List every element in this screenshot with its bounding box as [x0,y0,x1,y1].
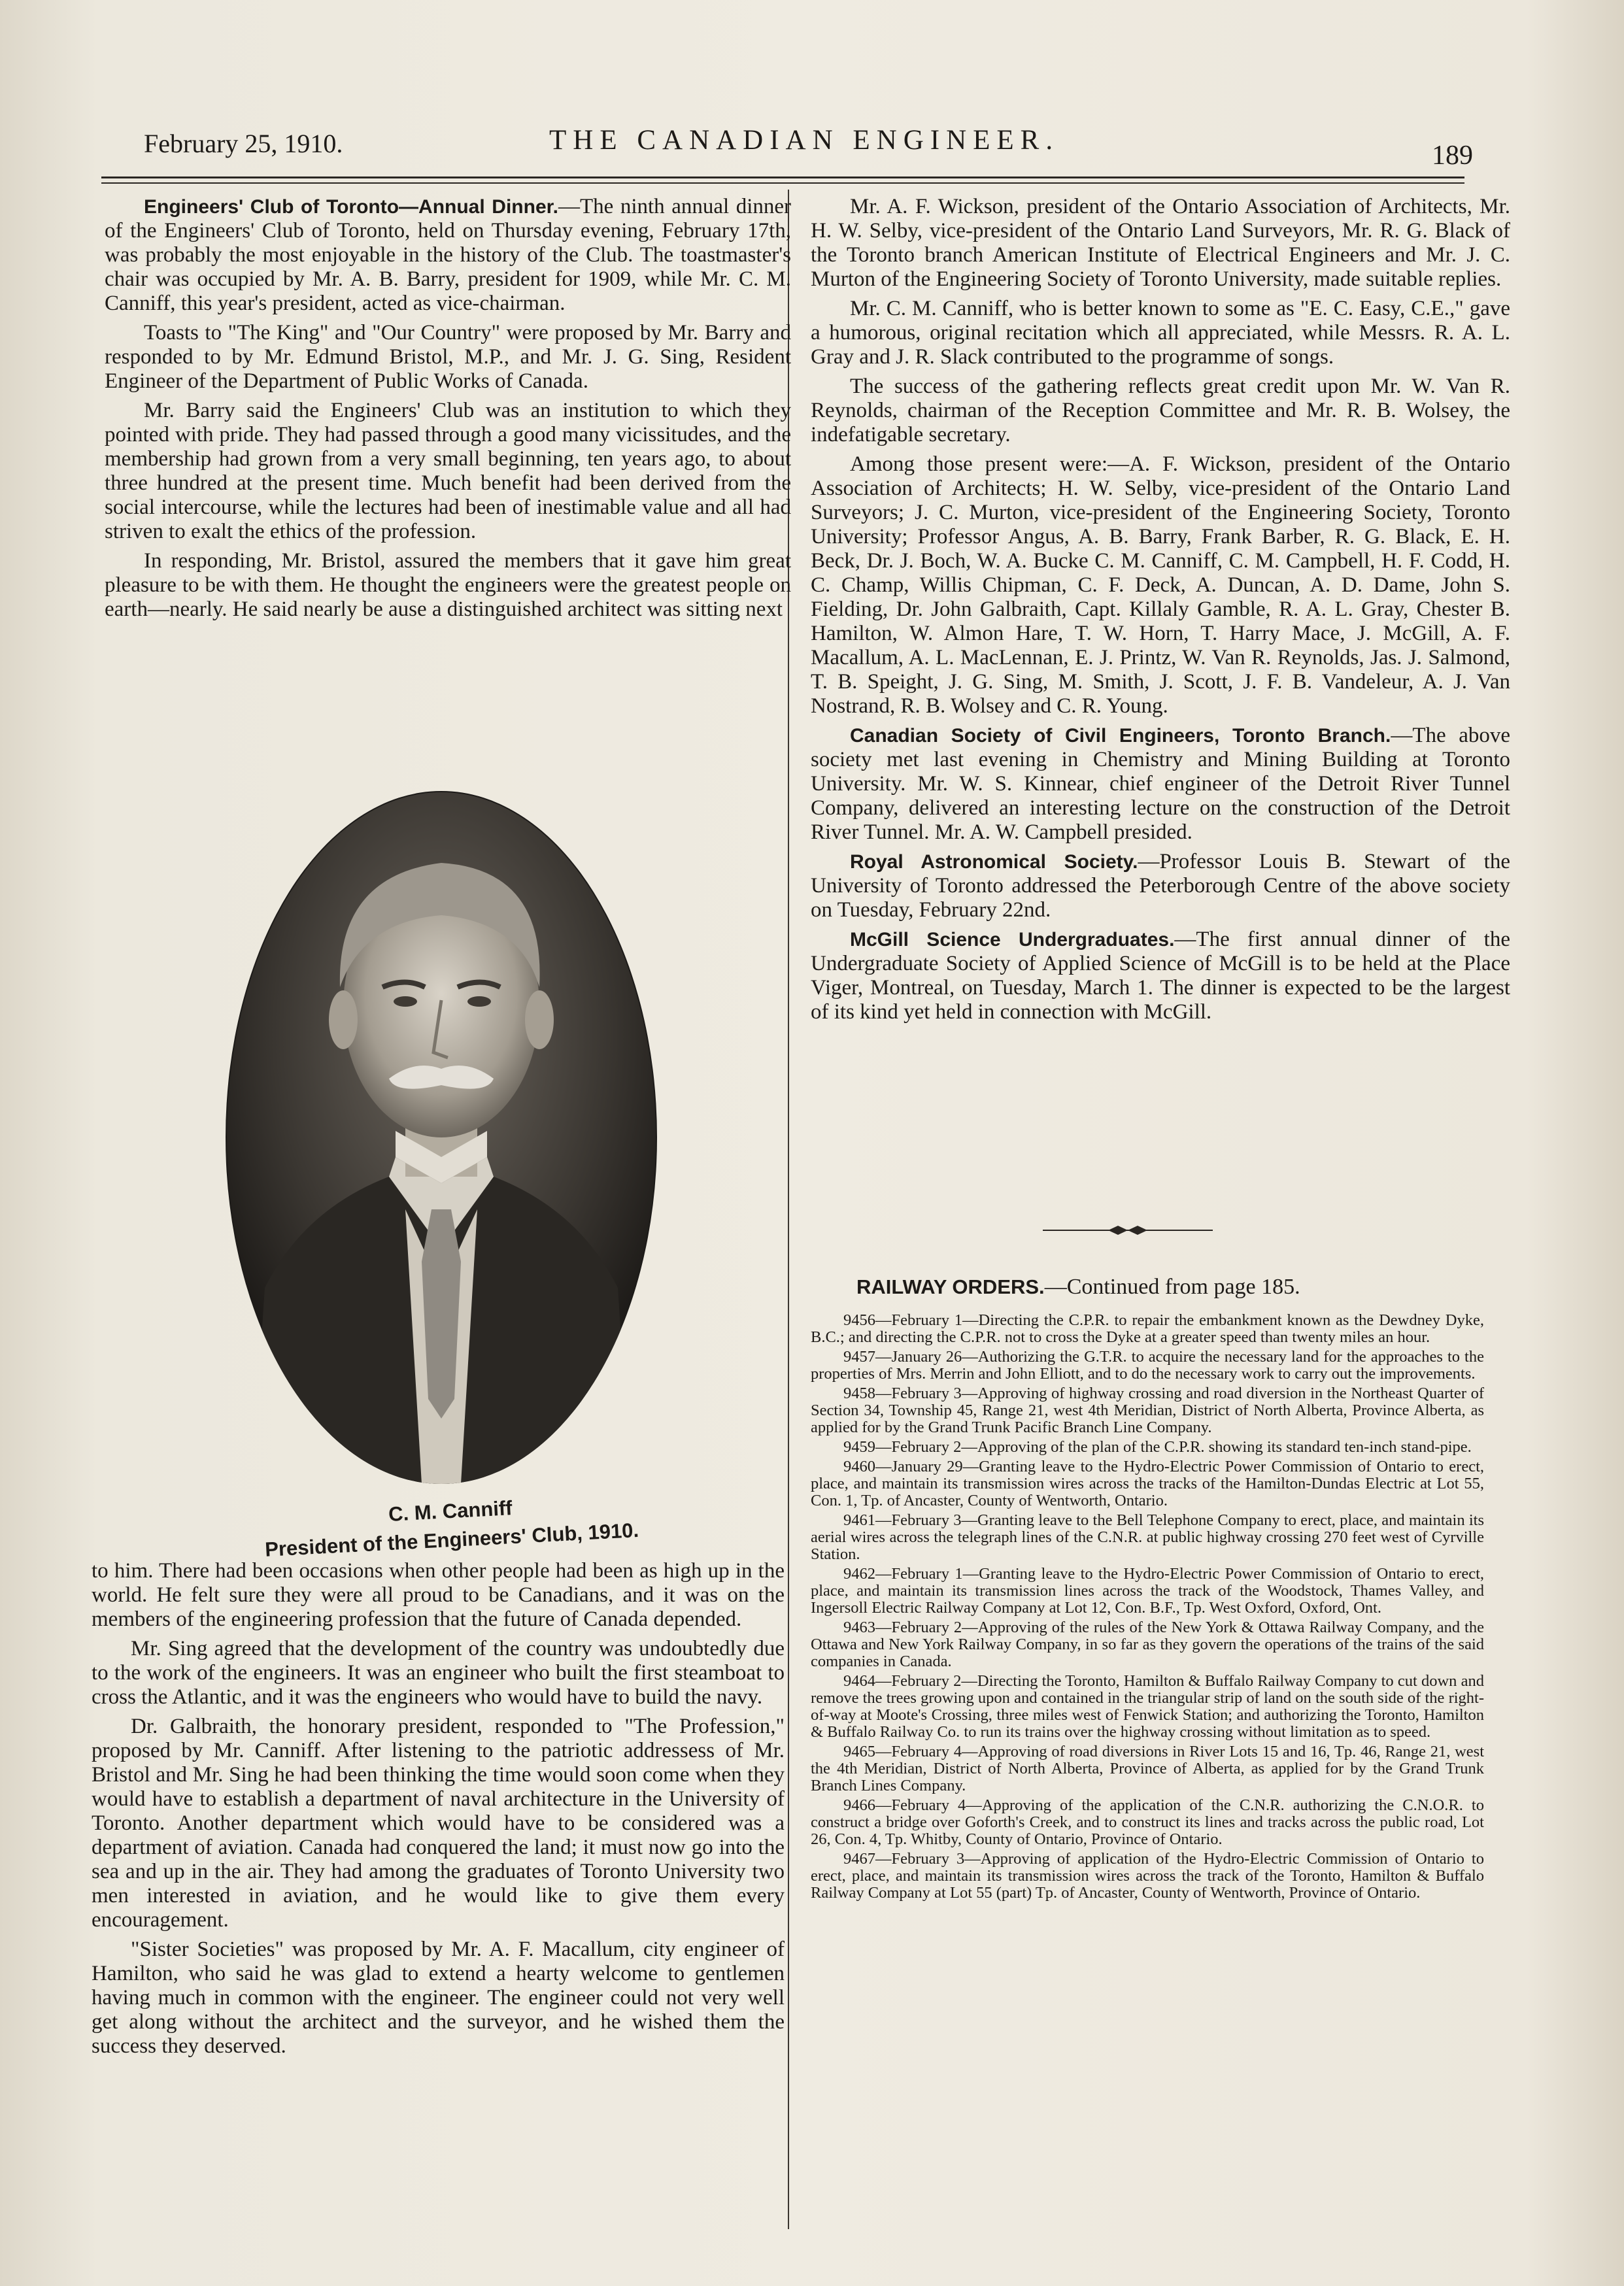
railway-orders [811,1271,1484,1902]
railway-heading: RAILWAY ORDERS. [856,1275,1045,1298]
order-item: 9460—January 29—Granting leave to the Hydro-Electric Power Commission of Ontario to erect, place, and maintain its transmission wires across the tracks of the Hamilton-Dundas Electric at Lot 55, Con. 1, Tp. of Ancaster, County of Wentworth, Ontario. [811,1458,1484,1509]
ras-text: —Professor Louis B. Stewart of the University of Toronto addressed the Peterborough Centre of the above society on Tuesday, February 22nd. [811,850,1510,922]
ras-heading: Royal Astronomical Society. [850,851,1138,873]
dinner-heading: Engineers' Club of Toronto—Annual Dinner. [144,196,559,218]
order-item: 9465—February 4—Approving of road diversions in River Lots 15 and 16, Tp. 46, Range 21, west the 4th Meridian, District of North Alberta, Province of Alberta, as applied for by the Grand Trunk Branch Lines Company. [811,1743,1484,1794]
sister-societies-paragraph: "Sister Societies" was proposed by Mr. A. F. Macallum, city engineer of Hamilton, who said he was glad to extend a hearty welcome to gentlemen having much in common with the engineer. The engineer could not very well get along without the architect and the surveyor, and he wished them the success they deserved. [92,1938,785,2058]
page-number: 189 [1432,141,1473,171]
caption-name: C. M. Canniff [388,1496,513,1526]
order-item: 9461—February 3—Granting leave to the Bell Telephone Company to erect, place, and maintain its aerial wires across the telegraph lines of the C.N.R. at public highway crossing 270 feet west of Cyrville Station. [811,1511,1484,1563]
left-column-top [105,195,791,622]
header-rule-thin [101,182,1464,184]
bristol-paragraph: In responding, Mr. Bristol, assured the members that it gave him great pleasure to be with them. He thought the engineers were the greatest people on earth—nearly. He said nearly be ause a distinguished architect was sitting next [105,549,791,621]
railway-continued: —Continued from page 185. [1044,1275,1300,1299]
recitation-paragraph: Mr. C. M. Canniff, who is better known to some as "E. C. Easy, C.E.," gave a humorous, original recitation which all appreciated, while Messrs. R. A. L. Gray and J. R. Slack contributed to the programme of songs. [811,297,1510,369]
portrait-photo [226,791,657,1490]
portrait-caption [195,1484,707,1568]
attendees-paragraph: Among those present were:—A. F. Wickson, president of the Ontario Association of Architects; H. W. Selby, vice-president of the Ontario Land Surveyors; J. C. Murton, vice-president of the Engineering Society, Toronto University; Professor Angus, A. B. Barry, Frank Barber, R. G. Black, E. H. Beck, Dr. J. Boch, W. A. Bucke C. M. Canniff, C. M. Campbell, H. F. Codd, H. C. Champ, Willis Chipman, C. F. Deck, A. Duncan, A. D. Dame, John S. Fielding, Dr. John Galbraith, Capt. Killaly Gamble, R. A. L. Gray, Chester B. Hamilton, W. Almon Hare, T. W. Horn, T. Harry Mace, J. McGill, A. F. Macallum, A. L. MacLennan, E. J. Printz, W. Van R. Reynolds, Jas. J. Salmond, T. B. Speight, J. G. Sing, M. Smith, J. Scott, J. F. B. Vandeleur, A. J. Van Nostrand, R. B. Wolsey and C. R. Young. [811,452,1510,718]
mcgill-paragraph [811,928,1510,1024]
order-item: 9463—February 2—Approving of the rules of the New York & Ottawa Railway Company, and the Ottawa and New York Railway Company, in so far as they govern the operations of the trains of the said companies in Canada. [811,1619,1484,1670]
order-item: 9462—February 1—Granting leave to the Hydro-Electric Power Commission of Ontario to erect, place, and maintain its transmission lines across the track of the Woodstock, Thames Valley, and Ingersoll Electric Railway Company at Lot 12, Con. B.F., Tp. West Oxford, Oxford, Ont. [811,1565,1484,1617]
ras-paragraph [811,850,1510,922]
csce-paragraph [811,724,1510,845]
caption-title: President of the Engineers' Club, 1910. [264,1519,639,1561]
dinner-text: —The ninth annual dinner of the Engineers' Club of Toronto, held on Thursday evening, February 17th, was probably the most enjoyable in the history of the Club. The toastmaster's chair was occupied by Mr. A. B. Barry, president for 1909, while Mr. C. M. Canniff, this year's president, acted as vice-chairman. [105,195,791,315]
railway-heading-line [811,1274,1484,1300]
galbraith-paragraph: Dr. Galbraith, the honorary president, responded to "The Profession," proposed by Mr. Canniff. After listening to the patriotic addressess of Mr. Bristol and Mr. Sing he had been thinking the time would soon come when they would have to establish a department of naval architecture in the University of Toronto. Another department which would have to be considered was a department of aviation. Canada had conquered the land; it must now go into the sea and up in the air. They had among the graduates of Toronto University two men interested in aviation, and he would like to give them every encouragement. [92,1715,785,1932]
order-item: 9458—February 3—Approving of highway crossing and road diversion in the Northeast Quarter of Section 34, Township 45, Range 21, west 4th Meridian, District of North Alberta, Province Alberta, as applied for by the Grand Trunk Pacific Branch Line Company. [811,1385,1484,1436]
mcgill-heading: McGill Science Undergraduates. [850,929,1175,950]
right-column [811,195,1510,1024]
page-header [0,0,1624,196]
order-item: 9456—February 1—Directing the C.P.R. to repair the embankment known as the Dewdney Dyke, B.C.; and directing the C.P.R. not to cross the Dyke at a greater speed than twenty miles an hour. [811,1311,1484,1346]
csce-text: —The above society met last evening in Chemistry and Mining Building at Toronto University. Mr. W. S. Kinnear, chief engineer of the Detroit River Tunnel Company, delivered an interesting lecture on the construction of the Detroit River Tunnel. Mr. A. W. Campbell presided. [811,724,1510,844]
success-paragraph: The success of the gathering reflects great credit upon Mr. W. Van R. Reynolds, chairman of the Reception Committee and Mr. R. B. Wolsey, the indefatigable secretary. [811,375,1510,446]
journal-title: THE CANADIAN ENGINEER. [549,125,1060,156]
csce-heading: Canadian Society of Civil Engineers, Toronto Branch. [850,725,1391,747]
replies-paragraph: Mr. A. F. Wickson, president of the Ontario Association of Architects, Mr. H. W. Selby, vice-president of the Ontario Land Surveyors, Mr. R. G. Black of the Toronto branch American Institute of Electrical Engineers and Mr. J. C. Murton of the Engineering Society of Toronto University, made suitable replies. [811,195,1510,291]
dinner-paragraph [105,195,791,316]
barry-paragraph: Mr. Barry said the Engineers' Club was an institution to which they pointed with pride. They had passed through a good many vicissitudes, and the membership had grown from a very small beginning, ten years ago, to about three hundred at the present time. Much benefit had been derived from the social intercourse, while the lectures had been of inestimable value and all had striven to exalt the ethics of the profession. [105,399,791,543]
order-item: 9464—February 2—Directing the Toronto, Hamilton & Buffalo Railway Company to cut down and remove the trees growing upon and contained in the triangular strip of land on the south side of the right-of-way at Moote's Crossing, three miles west of Fenwick Station; and authorizing the Toronto, Hamilton & Buffalo Railway Co. to run its trains over the highway crossing without limitation as to speed. [811,1672,1484,1741]
order-item: 9467—February 3—Approving of application of the Hydro-Electric Commission of Ontario to erect, place, and maintain its transmission wires across the track of the Toronto, Hamilton & Buffalo Railway Company at Lot 55 (part) Tp. of Ancaster, County of Wentworth, Province of Ontario. [811,1850,1484,1902]
mcgill-text: —The first annual dinner of the Undergraduate Society of Applied Science of McGill is to be held at the Place Viger, Montreal, on Tuesday, March 1. The dinner is expected to be the largest of its kind yet held in connection with McGill. [811,928,1510,1024]
issue-date: February 25, 1910. [144,129,343,158]
continuation-paragraph: to him. There had been occasions when other people had been as high up in the world. He felt sure they were all proud to be Canadians, and it was on the members of the engineering profession that the future of Canada depended. [92,1559,785,1631]
oval-frame [226,791,657,1484]
order-item: 9459—February 2—Approving of the plan of the C.P.R. showing its standard ten-inch stand-pipe. [843,1438,1472,1456]
order-item: 9457—January 26—Authorizing the G.T.R. to acquire the necessary land for the approaches to the properties of Mrs. Merrin and John Elliott, and to do the necessary work to carry out the improvements. [811,1348,1484,1383]
order-item: 9466—February 4—Approving of the application of the C.N.R. authorizing the C.N.O.R. to construct a bridge over Goforth's Creek, and to construct its lines and tracks across the public road, Lot 26, Con. 4, Tp. Whitby, County of Ontario, Province of Ontario. [811,1796,1484,1848]
left-column-bottom [92,1559,785,2059]
sing-paragraph: Mr. Sing agreed that the development of the country was undoubtedly due to the work of the engineers. It was an engineer who built the first steamboat to cross the Atlantic, and it was the engineers who would have to build the navy. [92,1637,785,1709]
toasts-paragraph: Toasts to "The King" and "Our Country" were proposed by Mr. Barry and responded to by Mr. Edmund Bristol, M.P., and Mr. J. G. Sing, Resident Engineer of the Department of Public Works of Canada. [105,321,791,393]
section-ornament [1043,1222,1213,1238]
portrait-illustration [226,791,657,1484]
header-rule [101,176,1464,178]
